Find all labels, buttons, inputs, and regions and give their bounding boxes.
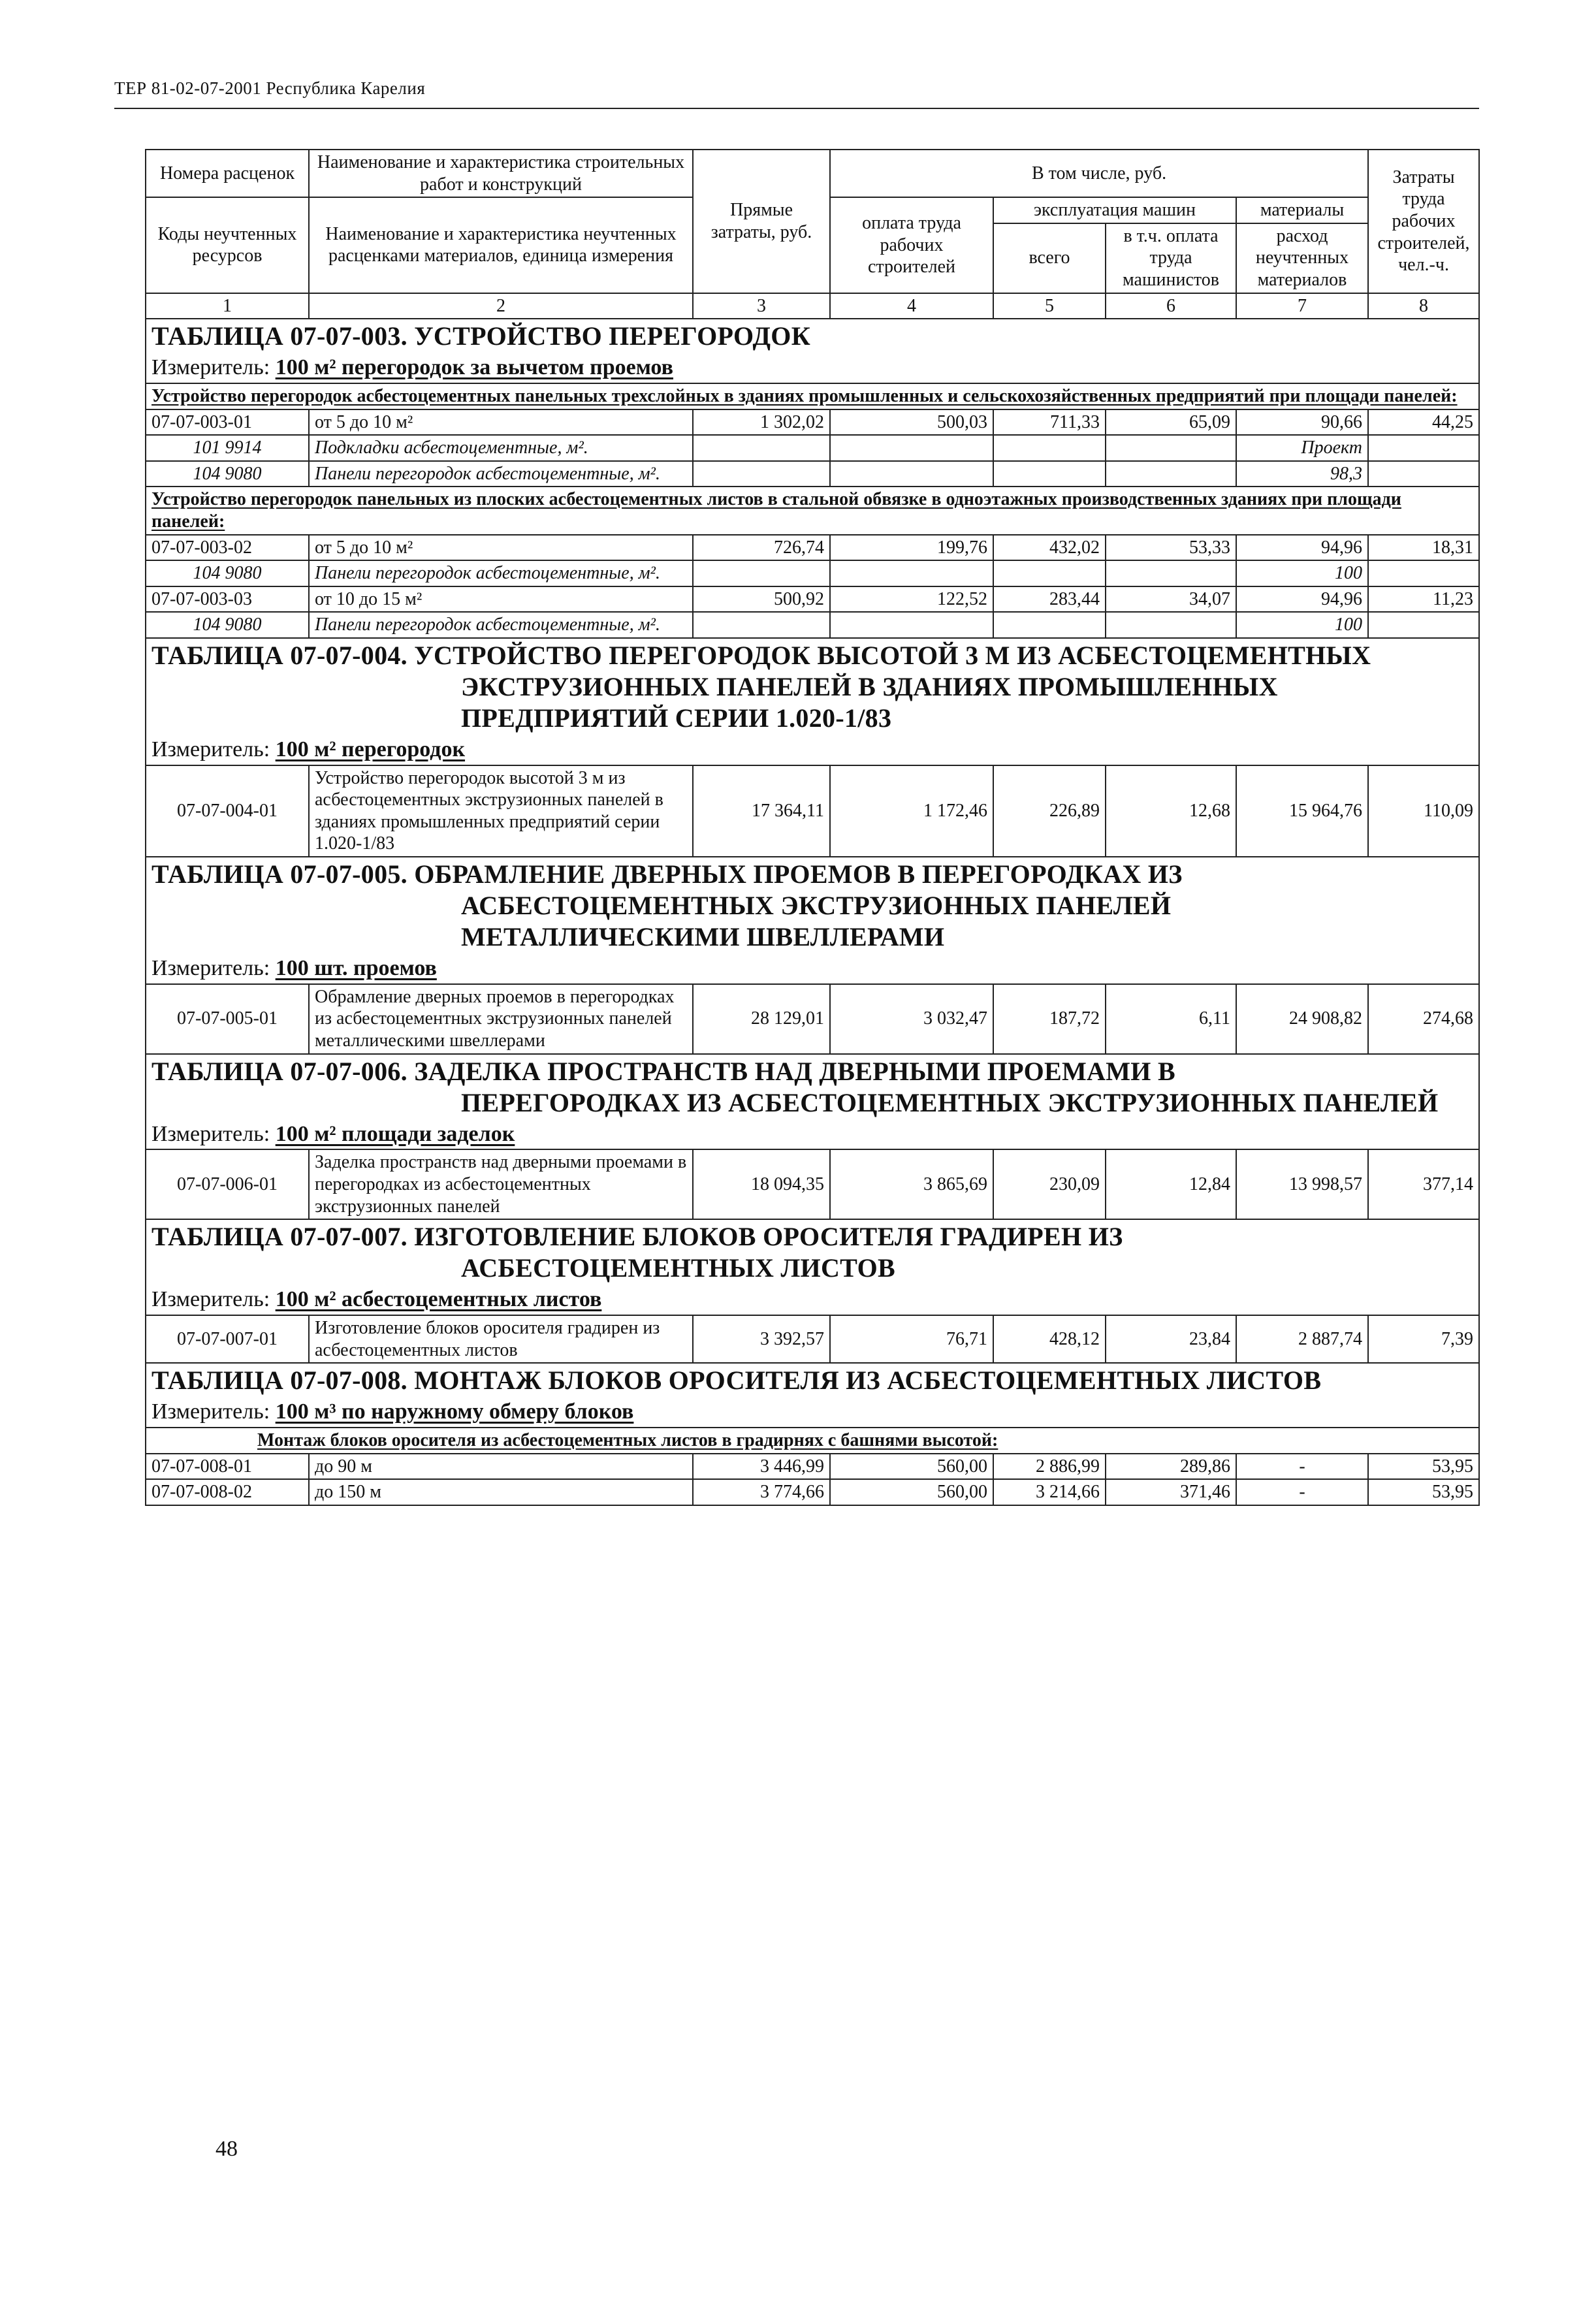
machine-cost: 432,02	[993, 535, 1106, 561]
labor-hours: 44,25	[1368, 409, 1479, 436]
t007-title-prefix: ТАБЛИЦА 07-07-007.	[152, 1222, 415, 1252]
t008-measure-value: 100 м³ по наружному обмеру блоков	[275, 1399, 634, 1424]
t003-group2-text: Устройство перегородок панельных из плоских асбестоцементных листов в стальной обвязке в одноэтажных производственных зданиях при площади панелей:	[146, 487, 1479, 534]
table-row	[146, 560, 1479, 586]
t006-title-line1: ЗАДЕЛКА ПРОСТРАНСТВ НАД ДВЕРНЫМИ ПРОЕМАМИ В	[414, 1056, 1175, 1086]
labor-cost: 1 172,46	[830, 765, 993, 857]
table-row	[146, 765, 1479, 857]
rate-code: 07-07-005-01	[146, 984, 309, 1054]
t003-measure-value: 100 м² перегородок за вычетом проемов	[275, 355, 673, 380]
col7-header: расход неучтенных материалов	[1236, 223, 1368, 293]
material-usage: Проект	[1236, 435, 1368, 461]
t005-measure-value: 100 шт. проемов	[275, 956, 437, 981]
t004-title-prefix: ТАБЛИЦА 07-07-004.	[152, 640, 415, 670]
material-cost: 94,96	[1236, 586, 1368, 613]
machine-cost: 428,12	[993, 1315, 1106, 1363]
t003-group1	[146, 383, 1479, 409]
resource-code: 104 9080	[146, 461, 309, 487]
labor-cost: 199,76	[830, 535, 993, 561]
material-cost: 15 964,76	[1236, 765, 1368, 857]
table-row	[146, 586, 1479, 613]
machines-header: эксплуатация машин	[993, 197, 1236, 223]
material-cost: -	[1236, 1454, 1368, 1480]
t005-measure-label: Измеритель:	[152, 956, 276, 981]
table-row	[146, 1315, 1479, 1363]
labor-hours: 377,14	[1368, 1149, 1479, 1219]
empty-cell	[1368, 435, 1479, 461]
rate-name: до 90 м	[309, 1454, 693, 1480]
empty-cell	[693, 435, 830, 461]
t005-title	[152, 859, 1473, 890]
material-usage: 100	[1236, 560, 1368, 586]
direct-cost: 3 774,66	[693, 1479, 830, 1505]
rate-name: до 150 м	[309, 1479, 693, 1505]
empty-cell	[1106, 560, 1236, 586]
t005-title-line1: ОБРАМЛЕНИЕ ДВЕРНЫХ ПРОЕМОВ В ПЕРЕГОРОДКАХ ИЗ	[414, 859, 1183, 889]
labor-hours: 110,09	[1368, 765, 1479, 857]
rate-name: Устройство перегородок высотой 3 м из асбестоцементных экструзионных панелей в зданиях промышленных предприятий серии 1.020-1/83	[309, 765, 693, 857]
col-num-1: 1	[146, 293, 309, 319]
labor-hours: 11,23	[1368, 586, 1479, 613]
table-row	[146, 461, 1479, 487]
col-num-5: 5	[993, 293, 1106, 319]
materials-header: материалы	[1236, 197, 1368, 223]
t004-measure-label: Измеритель:	[152, 737, 276, 761]
t003-title: ТАБЛИЦА 07-07-003. УСТРОЙСТВО ПЕРЕГОРОДОК	[152, 321, 811, 351]
empty-cell	[1106, 435, 1236, 461]
t007-measure-value: 100 м² асбестоцементных листов	[275, 1287, 602, 1312]
col1-header-bottom: Коды неучтенных ресурсов	[146, 197, 309, 293]
machinist-cost: 12,68	[1106, 765, 1236, 857]
t003-group2	[146, 487, 1479, 534]
document-header: ТЕР 81-02-07-2001 Республика Карелия	[114, 78, 426, 98]
empty-cell	[830, 560, 993, 586]
machine-cost: 283,44	[993, 586, 1106, 613]
direct-cost: 1 302,02	[693, 409, 830, 436]
labor-cost: 122,52	[830, 586, 993, 613]
direct-cost: 18 094,35	[693, 1149, 830, 1219]
rate-name: от 5 до 10 м²	[309, 535, 693, 561]
labor-cost: 560,00	[830, 1454, 993, 1480]
resource-name: Панели перегородок асбестоцементные, м².	[309, 461, 693, 487]
table-row	[146, 535, 1479, 561]
labor-cost: 3 032,47	[830, 984, 993, 1054]
t004-title-line3: ПРЕДПРИЯТИЙ СЕРИИ 1.020-1/83	[461, 703, 892, 733]
labor-hours: 18,31	[1368, 535, 1479, 561]
empty-cell	[693, 461, 830, 487]
rate-code: 07-07-004-01	[146, 765, 309, 857]
col2-header-bottom: Наименование и характеристика неучтенных расценками материалов, единица измерения	[309, 197, 693, 293]
machinist-cost: 371,46	[1106, 1479, 1236, 1505]
machinist-cost: 289,86	[1106, 1454, 1236, 1480]
material-cost: 94,96	[1236, 535, 1368, 561]
page-number: 48	[215, 2137, 238, 2161]
t005-title-prefix: ТАБЛИЦА 07-07-005.	[152, 859, 415, 889]
t006-measure-value: 100 м² площади заделок	[275, 1121, 515, 1146]
rate-name: Заделка пространств над дверными проемами в перегородках из асбестоцементных экструзионных панелей	[309, 1149, 693, 1219]
machinist-cost: 53,33	[1106, 535, 1236, 561]
machine-cost: 226,89	[993, 765, 1106, 857]
material-cost: -	[1236, 1479, 1368, 1505]
direct-cost: 500,92	[693, 586, 830, 613]
t007-title-line2: АСБЕСТОЦЕМЕНТНЫХ ЛИСТОВ	[461, 1253, 896, 1283]
table-row	[146, 409, 1479, 436]
col5-header: всего	[993, 223, 1106, 293]
rate-name: от 5 до 10 м²	[309, 409, 693, 436]
rate-code: 07-07-006-01	[146, 1149, 309, 1219]
table-row	[146, 984, 1479, 1054]
direct-cost: 3 392,57	[693, 1315, 830, 1363]
table-row	[146, 1454, 1479, 1480]
t008-measure	[152, 1399, 1473, 1426]
machinist-cost: 23,84	[1106, 1315, 1236, 1363]
t004-title	[152, 640, 1473, 671]
col8-header: Затраты труда рабочих строителей, чел.-ч.	[1368, 150, 1479, 293]
resource-code: 101 9914	[146, 435, 309, 461]
direct-cost: 726,74	[693, 535, 830, 561]
t007-measure-label: Измеритель:	[152, 1287, 276, 1312]
col-num-2: 2	[309, 293, 693, 319]
t008-title: ТАБЛИЦА 07-07-008. МОНТАЖ БЛОКОВ ОРОСИТЕЛЯ ИЗ АСБЕСТОЦЕМЕНТНЫХ ЛИСТОВ	[152, 1366, 1322, 1396]
t005-measure	[152, 955, 1473, 982]
rate-code: 07-07-003-01	[146, 409, 309, 436]
t008-group1-text: Монтаж блоков оросителя из асбестоцементных листов в градирнях с башнями высотой:	[146, 1428, 1479, 1454]
t004-measure-value: 100 м² перегородок	[275, 737, 466, 761]
material-cost: 24 908,82	[1236, 984, 1368, 1054]
empty-cell	[693, 560, 830, 586]
labor-hours: 53,95	[1368, 1454, 1479, 1480]
group-header: В том числе, руб.	[830, 150, 1368, 197]
material-cost: 90,66	[1236, 409, 1368, 436]
empty-cell	[693, 612, 830, 638]
material-usage: 98,3	[1236, 461, 1368, 487]
empty-cell	[993, 560, 1106, 586]
t005-title-line2: АСБЕСТОЦЕМЕНТНЫХ ЭКСТРУЗИОННЫХ ПАНЕЛЕЙ	[461, 891, 1172, 921]
header-rule	[114, 108, 1479, 109]
machine-cost: 187,72	[993, 984, 1106, 1054]
resource-name: Панели перегородок асбестоцементные, м².	[309, 612, 693, 638]
t007-title	[152, 1221, 1473, 1253]
material-usage: 100	[1236, 612, 1368, 638]
empty-cell	[1106, 612, 1236, 638]
section-t004	[146, 638, 1479, 765]
section-t007	[146, 1219, 1479, 1315]
labor-cost: 560,00	[830, 1479, 993, 1505]
empty-cell	[993, 435, 1106, 461]
col6-header: в т.ч. оплата труда машинистов	[1106, 223, 1236, 293]
col2-header-top: Наименование и характеристика строительных работ и конструкций	[309, 150, 693, 197]
empty-cell	[830, 612, 993, 638]
col3-header: Прямые затраты, руб.	[693, 150, 830, 293]
col1-header-top: Номера расценок	[146, 150, 309, 197]
empty-cell	[1368, 560, 1479, 586]
t008-measure-label: Измеритель:	[152, 1399, 276, 1424]
empty-cell	[1368, 461, 1479, 487]
table-row	[146, 1149, 1479, 1219]
empty-cell	[1368, 612, 1479, 638]
t006-title-prefix: ТАБЛИЦА 07-07-006.	[152, 1056, 415, 1086]
labor-cost: 3 865,69	[830, 1149, 993, 1219]
resource-name: Подкладки асбестоцементные, м².	[309, 435, 693, 461]
rate-code: 07-07-003-03	[146, 586, 309, 613]
direct-cost: 17 364,11	[693, 765, 830, 857]
col-num-8: 8	[1368, 293, 1479, 319]
material-cost: 2 887,74	[1236, 1315, 1368, 1363]
rate-code: 07-07-008-01	[146, 1454, 309, 1480]
rates-table	[145, 149, 1480, 1506]
col-num-7: 7	[1236, 293, 1368, 319]
header-row-1	[146, 150, 1479, 197]
labor-cost: 76,71	[830, 1315, 993, 1363]
labor-hours: 7,39	[1368, 1315, 1479, 1363]
section-t006	[146, 1054, 1479, 1150]
machine-cost: 711,33	[993, 409, 1106, 436]
machine-cost: 2 886,99	[993, 1454, 1106, 1480]
t006-title	[152, 1056, 1473, 1087]
t006-measure	[152, 1121, 1473, 1148]
col-num-4: 4	[830, 293, 993, 319]
machinist-cost: 34,07	[1106, 586, 1236, 613]
direct-cost: 28 129,01	[693, 984, 830, 1054]
material-cost: 13 998,57	[1236, 1149, 1368, 1219]
t004-measure	[152, 737, 1473, 763]
empty-cell	[830, 461, 993, 487]
t003-measure	[152, 355, 1473, 381]
table-row	[146, 612, 1479, 638]
col4-header: оплата труда рабочих строителей	[830, 197, 993, 293]
t008-group1	[146, 1428, 1479, 1454]
empty-cell	[830, 435, 993, 461]
t004-title-line2: ЭКСТРУЗИОННЫХ ПАНЕЛЕЙ В ЗДАНИЯХ ПРОМЫШЛЕННЫХ	[461, 671, 1278, 701]
section-t008	[146, 1363, 1479, 1428]
labor-hours: 274,68	[1368, 984, 1479, 1054]
machine-cost: 3 214,66	[993, 1479, 1106, 1505]
machine-cost: 230,09	[993, 1149, 1106, 1219]
col-num-3: 3	[693, 293, 830, 319]
rate-name: Изготовление блоков оросителя градирен из асбестоцементных листов	[309, 1315, 693, 1363]
empty-cell	[1106, 461, 1236, 487]
t003-measure-label: Измеритель:	[152, 355, 276, 380]
rate-code: 07-07-007-01	[146, 1315, 309, 1363]
machinist-cost: 12,84	[1106, 1149, 1236, 1219]
t007-measure	[152, 1286, 1473, 1313]
machinist-cost: 65,09	[1106, 409, 1236, 436]
section-t003	[146, 319, 1479, 383]
t004-title-line1: УСТРОЙСТВО ПЕРЕГОРОДОК ВЫСОТОЙ 3 М ИЗ АСБЕСТОЦЕМЕНТНЫХ	[414, 640, 1371, 670]
t007-title-line1: ИЗГОТОВЛЕНИЕ БЛОКОВ ОРОСИТЕЛЯ ГРАДИРЕН ИЗ	[414, 1222, 1123, 1252]
labor-cost: 500,03	[830, 409, 993, 436]
labor-hours: 53,95	[1368, 1479, 1479, 1505]
empty-cell	[993, 461, 1106, 487]
t005-title-line3: МЕТАЛЛИЧЕСКИМИ ШВЕЛЛЕРАМИ	[461, 922, 945, 952]
machinist-cost: 6,11	[1106, 984, 1236, 1054]
rate-name: от 10 до 15 м²	[309, 586, 693, 613]
column-numbers-row	[146, 293, 1479, 319]
resource-code: 104 9080	[146, 560, 309, 586]
col-num-6: 6	[1106, 293, 1236, 319]
section-t005	[146, 857, 1479, 984]
t006-title-line2: ПЕРЕГОРОДКАХ ИЗ АСБЕСТОЦЕМЕНТНЫХ ЭКСТРУЗИОННЫХ ПАНЕЛЕЙ	[461, 1087, 1439, 1117]
t006-measure-label: Измеритель:	[152, 1121, 276, 1146]
rate-code: 07-07-003-02	[146, 535, 309, 561]
table-row	[146, 435, 1479, 461]
direct-cost: 3 446,99	[693, 1454, 830, 1480]
t003-group1-text: Устройство перегородок асбестоцементных панельных трехслойных в зданиях промышленных и сельскохозяйственных предприятий при площади панелей:	[146, 383, 1479, 409]
empty-cell	[993, 612, 1106, 638]
rate-code: 07-07-008-02	[146, 1479, 309, 1505]
table-row	[146, 1479, 1479, 1505]
resource-name: Панели перегородок асбестоцементные, м².	[309, 560, 693, 586]
resource-code: 104 9080	[146, 612, 309, 638]
rate-name: Обрамление дверных проемов в перегородках из асбестоцементных экструзионных панелей металлическими швеллерами	[309, 984, 693, 1054]
